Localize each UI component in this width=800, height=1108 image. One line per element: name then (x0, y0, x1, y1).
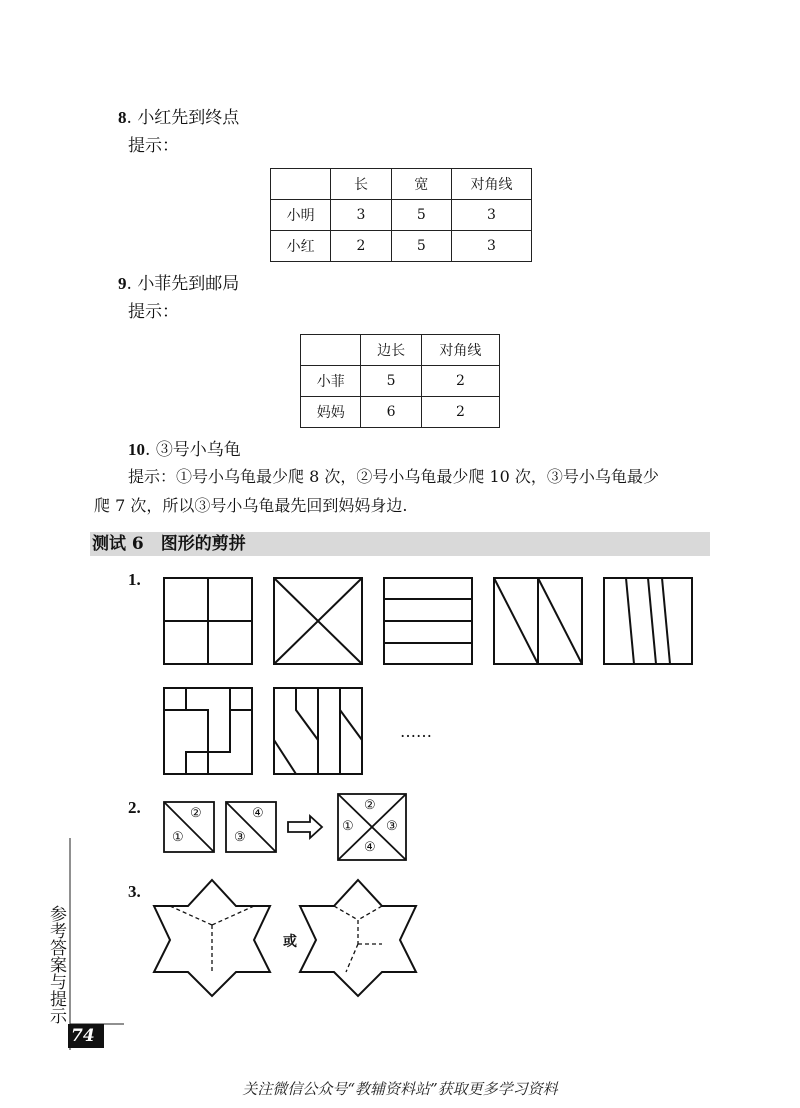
q9-number: 9 (118, 274, 127, 293)
table-cell: 5 (361, 366, 421, 397)
q8-line: 8. 小红先到终点 (118, 108, 240, 128)
label-2a: ② (190, 806, 202, 821)
p1-number: 1. (128, 570, 141, 589)
label-4b: ④ (364, 840, 376, 855)
table-cell: 2 (331, 231, 391, 262)
label-1b: ① (342, 819, 354, 834)
section-header: 测试 6 图形的剪拼 (90, 532, 710, 556)
table-cell: 小明 (271, 200, 331, 231)
q8-number: 8 (118, 108, 127, 127)
table-cell: 小红 (271, 231, 331, 262)
or-label: 或 (283, 934, 297, 950)
table-cell: 3 (331, 200, 391, 231)
q8-answer: 小红先到终点 (137, 108, 240, 128)
p2-number: 2. (128, 798, 141, 817)
sidebar-text: 参考答案与提示 (46, 905, 66, 1024)
label-4a: ④ (252, 806, 264, 821)
table-cell: 5 (391, 200, 451, 231)
table-cell: 长 (331, 169, 391, 200)
p3-number: 3. (128, 882, 141, 901)
table-cell: 5 (391, 231, 451, 262)
q8-hint: 提示： (128, 136, 179, 156)
table-cell: 对角线 (451, 169, 531, 200)
q10-line: 10. ③号小乌龟 (128, 440, 241, 460)
table-cell: 3 (451, 231, 531, 262)
q10-hint-line1: 提示：①号小乌龟最少爬 8 次，②号小乌龟最少爬 10 次，③号小乌龟最少 (128, 467, 659, 486)
table-cell: 宽 (391, 169, 451, 200)
q9-hint: 提示： (128, 302, 179, 322)
table-cell: 6 (361, 397, 421, 428)
table-cell: 小菲 (301, 366, 361, 397)
table-cell: 妈妈 (301, 397, 361, 428)
label-2b: ② (364, 798, 376, 813)
table-cell: 边长 (361, 335, 421, 366)
table-cell: 对角线 (421, 335, 499, 366)
label-3a: ③ (234, 830, 246, 845)
q10-hint-line2: 爬 7 次，所以③号小乌龟最先回到妈妈身边. (94, 496, 408, 515)
q9-answer: 小菲先到邮局 (137, 274, 240, 294)
table-cell: 2 (421, 397, 499, 428)
label-1a: ① (172, 830, 184, 845)
table-cell: 3 (451, 200, 531, 231)
page-number: 74 (68, 1024, 104, 1048)
footer-text: 关注微信公众号“教辅资料站”获取更多学习资料 (242, 1080, 558, 1098)
q10-answer: ③号小乌龟 (155, 440, 241, 460)
q10-number: 10 (128, 440, 145, 459)
p1-ellipsis: …… (400, 722, 432, 741)
label-3b: ③ (386, 819, 398, 834)
q9-line: 9. 小菲先到邮局 (118, 274, 240, 294)
table-cell: 2 (421, 366, 499, 397)
